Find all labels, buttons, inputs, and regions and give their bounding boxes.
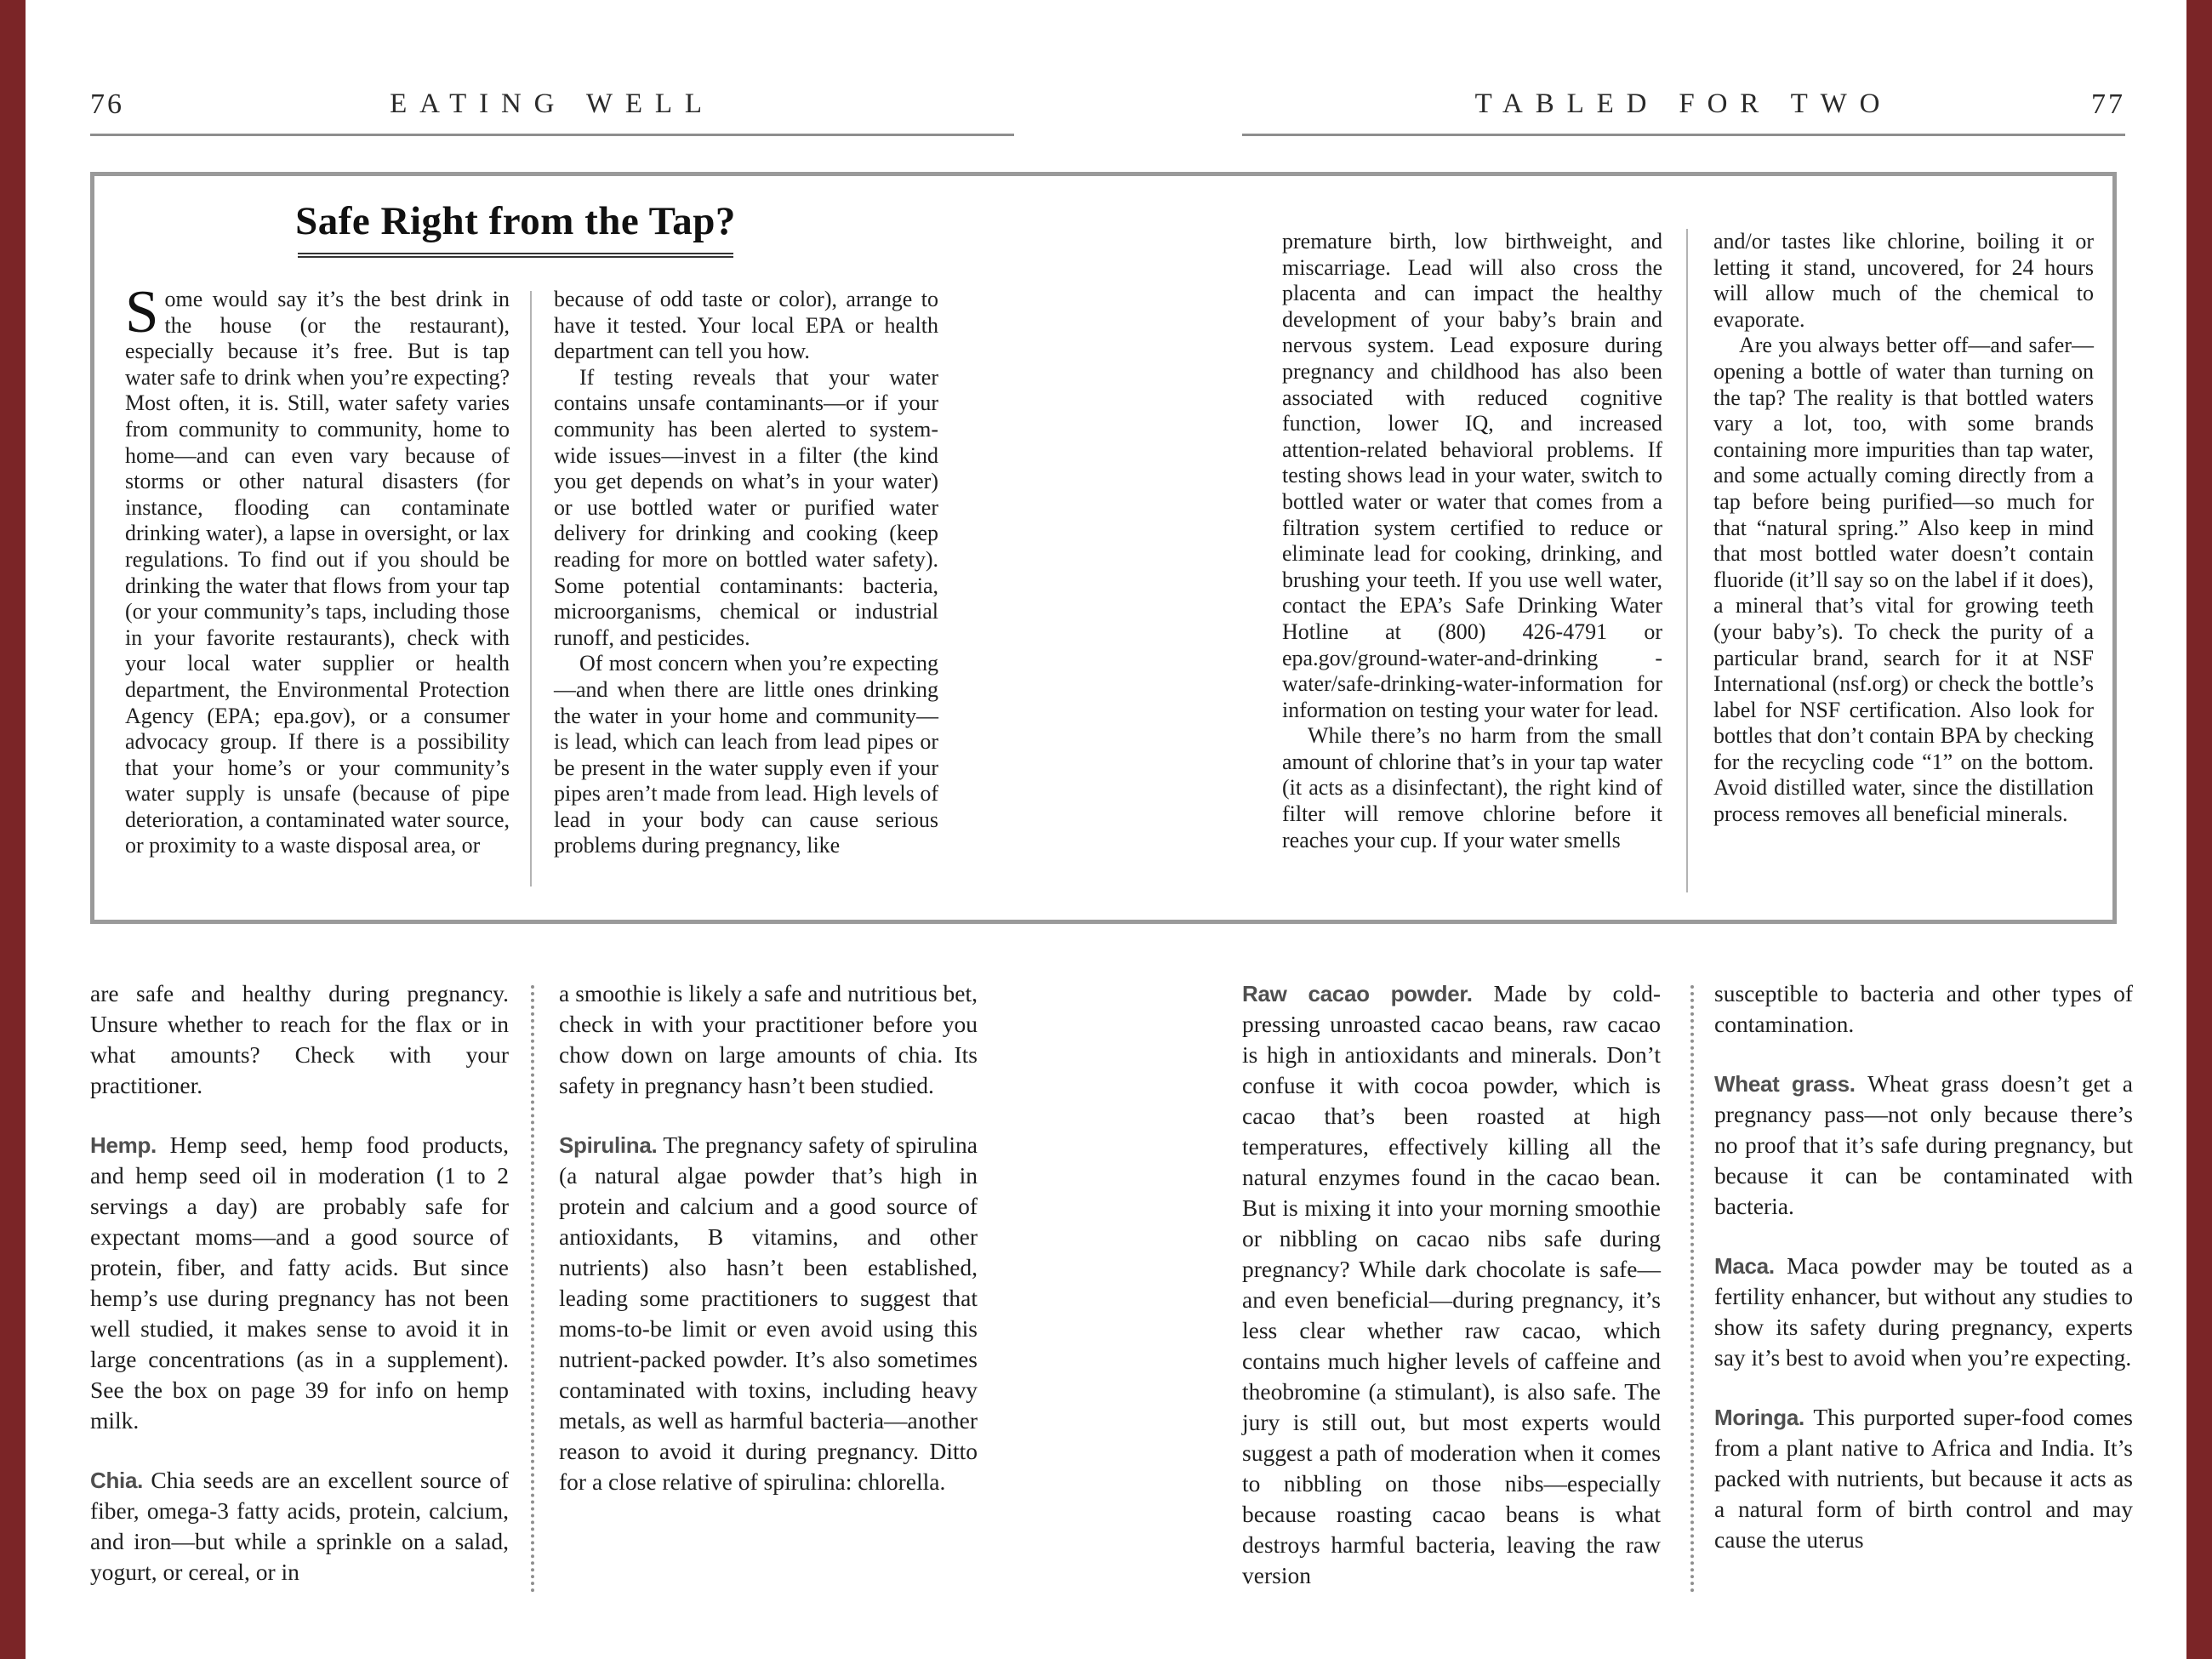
paragraph: a smoothie is likely a safe and nutritious bet, check in with your practitioner before you chow down on large amounts of chia. Its safety in pregnancy hasn’t been studied. xyxy=(559,980,978,1098)
running-head-left: EATING WELL xyxy=(390,88,715,119)
box-column-rule-left-page xyxy=(530,291,532,887)
body-column-3 xyxy=(1242,978,1661,1591)
paragraph: Moringa. This purported super-food comes from a plant native to Africa and India. It’s packed with nutrients, but because it acts as a natural form of birth control and may cause the uterus xyxy=(1714,1404,2133,1553)
paragraph: Are you always better off—and safer—opening a bottle of water than turning on the tap? The reality is that bottled waters vary a lot, too, with some brands containing more impurities than tap water, and some actually coming directly from a tap before being purified—so much for that “natural spring.” Also keep in mind that most bottled water doesn’t contain fluoride (it’ll say so on the label if it does), a mineral that’s vital for growing teeth (your baby’s). To check the purity of a particular brand, search for it at NSF International (nsf.org) or check the bottle’s label for NSF certification. Also look for bottles that don’t contain BPA by checking for the recycling code “1” on the bottom. Avoid distilled water, since the distillation process removes all beneficial minerals. xyxy=(1713,333,2094,827)
topic-lead: Chia. xyxy=(90,1468,151,1493)
paragraph: Some would say it’s the best drink in the house (or the restaurant), especially because it’s free. But is tap water safe to drink when you’re expecting? Most often, it is. Still, water safety varies from community to community, home to home—and can even vary because of storms or other natural disasters (for instance, flooding can contaminate drinking water), a lapse in oversight, or lax regulations. To find out if you should be drinking the water that flows from your tap (or your community’s taps, including those in your favorite restaurants), check with your local water supplier or health department, the Environmental Protection Agency (EPA; epa.gov), or a consumer advocacy group. If there is a possibility that your home’s or your community’s water supply is unsafe (because of pipe deterioration, a contaminated water source, or proximity to a waste disposal area, or xyxy=(125,279,510,858)
paragraph: Spirulina. The pregnancy safety of spirulina (a natural algae powder that’s high in protein and calcium and a good source of antioxidants, B vitamins, and other nutrients) also hasn’t been established, leading some practitioners to suggest that moms-to-be limit or even avoid using this nutrient-packed powder. It’s also sometimes contaminated with toxins, including heavy metals, as well as harmful bacteria—another reason to avoid it during pregnancy. Ditto for a close relative of spirulina: chlorella. xyxy=(559,1132,978,1495)
header-rule-right xyxy=(1242,134,2125,136)
paragraph: and/or tastes like chlorine, boiling it or letting it stand, uncovered, for 24 hours will allow much of the chemical to evaporate. xyxy=(1713,229,2094,332)
topic-lead: Wheat grass. xyxy=(1714,1071,1868,1097)
page-edge-tab-left xyxy=(0,0,26,1659)
topic-lead: Maca. xyxy=(1714,1253,1787,1279)
topic-lead: Moringa. xyxy=(1714,1405,1814,1430)
paragraph: Hemp. Hemp seed, hemp food products, and hemp seed oil in moderation (1 to 2 servings a day) are probably safe for expectant moms—and a good source of protein, fiber, and fatty acids. But since hemp’s use during pregnancy has not been well studied, it makes sense to avoid it in large concentrations (as in a supplement). See the box on page 39 for info on hemp milk. xyxy=(90,1132,510,1434)
paragraph: While there’s no harm from the small amount of chlorine that’s in your tap water (it acts as a disinfectant), the right kind of filter will remove chlorine before it reaches your cup. If your water smells xyxy=(1282,723,1662,852)
box-column-rule-right-page xyxy=(1686,229,1688,892)
feature-box-title xyxy=(120,198,911,258)
paragraph: because of odd taste or color), arrange to have it tested. Your local EPA or health department can tell you how. xyxy=(554,287,938,364)
paragraph: Of most concern when you’re expecting—and when there are little ones drinking the water in your home and community—is lead, which can leach from lead pipes or be present in the water supply even if your pipes aren’t made from lead. High levels of lead in your body can cause serious problems during pregnancy, like xyxy=(554,651,938,858)
page-edge-tab-right xyxy=(2186,0,2212,1659)
page-number-left: 76 xyxy=(90,88,124,120)
body-column-1 xyxy=(90,978,509,1588)
topic-lead: Hemp. xyxy=(90,1132,170,1158)
paragraph: premature birth, low birthweight, and miscarriage. Lead will also cross the placenta and can impact the healthy development of your baby’s brain and nervous system. Lead exposure during pregnancy and childhood has also been associated with reduced cognitive function, lower IQ, and increased attention-related behavioral problems. If testing shows lead in your water, switch to bottled water or water that comes from a filtration system certified to reduce or eliminate lead for cooking, drinking, and brushing your teeth. If you use well water, contact the EPA’s Safe Drinking Water Hotline at (800) 426-4791 or epa.gov/ground-water-and-drinking -water/safe-drinking-water-information for information on testing your water for lead. xyxy=(1282,229,1662,722)
drop-cap: S xyxy=(125,279,159,345)
running-head-right: TABLED FOR TWO xyxy=(1474,88,1893,119)
title-double-rule xyxy=(298,253,733,258)
dotted-column-rule-right-page xyxy=(1690,985,1694,1593)
paragraph: susceptible to bacteria and other types of contamination. xyxy=(1714,980,2133,1037)
paragraph: Chia. Chia seeds are an excellent source of fiber, omega-3 fatty acids, protein, calcium, and iron—but while a sprinkle on a salad, yogurt, or cereal, or in xyxy=(90,1467,509,1585)
box-column-1 xyxy=(125,279,510,859)
paragraph: If testing reveals that your water contains unsafe contaminants—or if your community has been alerted to system-wide issues—invest in a filter (the kind you get depends on what’s in your water) or use bottled water or purified water delivery for drinking and cooking (keep reading for more on bottled water safety). Some potential contaminants: bacteria, microorganisms, chemical or industrial runoff, and pesticides. xyxy=(554,364,938,650)
box-column-3 xyxy=(1282,229,1662,853)
page-number-right: 77 xyxy=(2091,88,2125,120)
header-rule-left xyxy=(90,134,1014,136)
topic-lead: Raw cacao powder. xyxy=(1242,981,1494,1006)
box-column-2 xyxy=(554,287,938,859)
box-column-4 xyxy=(1713,229,2094,828)
body-column-4 xyxy=(1714,978,2133,1555)
body-column-2 xyxy=(559,978,978,1497)
feature-box xyxy=(90,172,2117,924)
paragraph: are safe and healthy during pregnancy. Unsure whether to reach for the flax or in what amounts? Check with your practitioner. xyxy=(90,980,509,1098)
topic-lead: Spirulina. xyxy=(559,1132,664,1158)
dotted-column-rule-left-page xyxy=(531,985,534,1593)
paragraph: Raw cacao powder. Made by cold-pressing unroasted cacao beans, raw cacao is high in antioxidants and minerals. Don’t confuse it with cocoa powder, which is cacao that’s been roasted at high temperatures, effectively killing all the natural enzymes found in the cacao bean. But is mixing it into your morning smoothie or nibbling on cacao nibs safe during pregnancy? While dark chocolate is safe—and even beneficial—during pregnancy, it’s less clear whether raw cacao, which contains much higher levels of caffeine and theobromine (a stimulant), is also safe. The jury is still out, but most experts would suggest a path of moderation when it comes to nibbling on those nibs—especially because roasting cacao beans is what destroys harmful bacteria, leaving the raw version xyxy=(1242,980,1661,1588)
feature-box-title-text: Safe Right from the Tap? xyxy=(295,199,736,243)
paragraph: Wheat grass. Wheat grass doesn’t get a pregnancy pass—not only because there’s no proof that it’s safe during pregnancy, but because it can be contaminated with bacteria. xyxy=(1714,1070,2133,1219)
paragraph: Maca. Maca powder may be touted as a fertility enhancer, but without any studies to show its safety during pregnancy, experts say it’s best to avoid when you’re expecting. xyxy=(1714,1252,2133,1371)
